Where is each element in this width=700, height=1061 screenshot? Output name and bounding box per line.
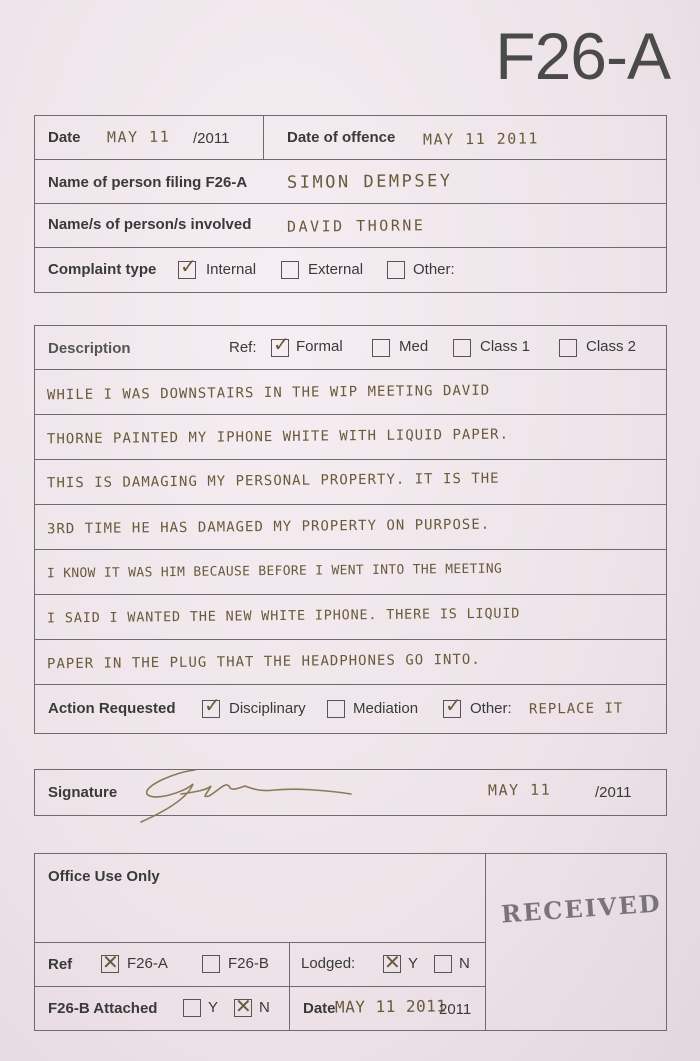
action-disciplinary-label: Disciplinary <box>229 700 306 717</box>
complaint-external-label: External <box>308 261 364 278</box>
office-date-handwritten: MAY 11 2011 <box>334 996 447 1017</box>
office-ref-f26b-checkbox[interactable] <box>202 955 220 973</box>
description-line <box>35 460 666 505</box>
ref-formal-label: Formal <box>296 338 343 355</box>
description-text: 3RD TIME HE HAS DAMAGED MY PROPERTY ON PURPOSE. <box>46 516 491 538</box>
ref-class2-checkbox[interactable] <box>559 339 577 357</box>
office-section <box>34 853 667 1031</box>
attached-y-label: Y <box>208 999 219 1016</box>
attached-y-checkbox[interactable] <box>183 999 201 1017</box>
description-text: PAPER IN THE PLUG THAT THE HEADPHONES GO INTO. <box>46 651 481 673</box>
action-other-label: Other: <box>470 700 512 717</box>
description-text: THIS IS DAMAGING MY PERSONAL PROPERTY. IT IS THE <box>46 470 500 492</box>
header-section <box>34 115 667 293</box>
check-icon: ✓ <box>204 693 221 717</box>
complaint-row <box>35 248 666 292</box>
action-other-handwritten: REPLACE IT <box>528 700 624 718</box>
ref-med-checkbox[interactable] <box>372 339 390 357</box>
description-line <box>35 415 666 460</box>
description-text: WHILE I WAS DOWNSTAIRS IN THE WIP MEETING DAVID <box>46 382 491 404</box>
check-icon: ✓ <box>273 332 290 356</box>
lodged-n-label: N <box>459 955 470 972</box>
check-icon: ✓ <box>445 693 462 717</box>
signature-label: Signature <box>48 784 118 801</box>
attached-label: F26-B Attached <box>48 1000 158 1017</box>
ref-class1-label: Class 1 <box>480 338 531 355</box>
filer-handwritten: SIMON DEMPSEY <box>286 171 453 193</box>
signature-mark <box>135 764 355 828</box>
filer-row <box>35 160 666 204</box>
lodged-n-checkbox[interactable] <box>434 955 452 973</box>
office-title: Office Use Only <box>48 868 160 885</box>
ref-class2-label: Class 2 <box>586 338 637 355</box>
offence-date-handwritten: MAY 11 2011 <box>422 129 539 149</box>
description-line <box>35 505 666 550</box>
description-text: I SAID I WANTED THE NEW WHITE IPHONE. THERE IS LIQUID <box>46 605 521 627</box>
description-line <box>35 370 666 415</box>
ref-class1-checkbox[interactable] <box>453 339 471 357</box>
involved-handwritten: DAVID THORNE <box>286 216 426 236</box>
description-text: THORNE PAINTED MY IPHONE WHITE WITH LIQUID PAPER. <box>46 426 510 448</box>
ref-med-label: Med <box>399 338 429 355</box>
lodged-label: Lodged: <box>301 955 356 972</box>
check-icon: ✓ <box>180 254 197 278</box>
description-line <box>35 550 666 595</box>
complaint-internal-label: Internal <box>206 261 257 278</box>
ref-label: Ref: <box>229 339 257 356</box>
action-row <box>35 685 666 733</box>
office-date-label: Date <box>303 1000 336 1017</box>
description-line <box>35 595 666 640</box>
date-handwritten: MAY 11 <box>106 127 171 147</box>
office-ref-f26b-label: F26-B <box>228 955 269 972</box>
office-ref-row <box>35 942 485 987</box>
signature-section <box>34 769 667 816</box>
date-row <box>35 116 666 160</box>
complaint-label: Complaint type <box>48 261 157 278</box>
cross-icon: ✕ <box>102 950 119 974</box>
involved-label: Name/s of person/s involved <box>48 216 252 233</box>
cross-icon: ✕ <box>235 994 252 1018</box>
involved-row <box>35 204 666 248</box>
description-section <box>34 325 667 734</box>
complaint-other-label: Other: <box>413 261 455 278</box>
form-code: F26-A <box>495 19 670 93</box>
complaint-external-checkbox[interactable] <box>281 261 299 279</box>
description-text: I KNOW IT WAS HIM BECAUSE BEFORE I WENT INTO THE MEETING <box>46 561 503 582</box>
office-ref-label: Ref <box>48 956 73 973</box>
signature-date-year: /2011 <box>595 784 632 801</box>
complaint-other-checkbox[interactable] <box>387 261 405 279</box>
lodged-y-label: Y <box>408 955 419 972</box>
received-stamp: RECEIVED <box>500 888 663 929</box>
office-attached-row <box>35 987 485 1030</box>
action-label: Action Requested <box>48 700 176 717</box>
office-ref-f26a-label: F26-A <box>127 955 168 972</box>
offence-date-label: Date of offence <box>287 129 396 146</box>
attached-n-label: N <box>259 999 270 1016</box>
cross-icon: ✕ <box>384 950 401 974</box>
date-year: /2011 <box>193 130 230 147</box>
description-title: Description <box>48 340 131 357</box>
action-mediation-checkbox[interactable] <box>327 700 345 718</box>
signature-date-handwritten: MAY 11 <box>487 780 552 800</box>
filer-label: Name of person filing F26-A <box>48 174 248 191</box>
description-header-row <box>35 326 666 370</box>
description-line <box>35 640 666 685</box>
office-date-year: 2011 <box>439 1001 472 1018</box>
date-label: Date <box>48 129 81 146</box>
action-mediation-label: Mediation <box>353 700 419 717</box>
